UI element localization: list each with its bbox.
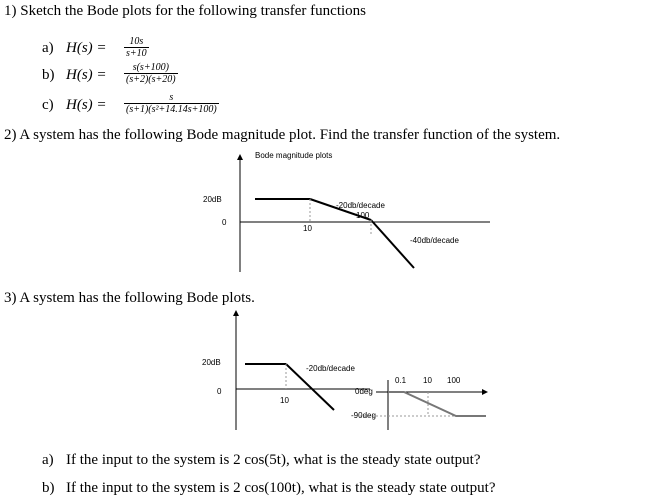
q3-heading: 3) A system has the following Bode plots. <box>4 290 255 306</box>
q2-slope1-label: -20db/decade <box>336 201 385 210</box>
q1a-label: a) <box>42 40 54 56</box>
q3-mag-slope-label: -20db/decade <box>306 364 355 373</box>
q1a-lhs: H(s) = <box>66 40 107 56</box>
q2-x-label-100: 100 <box>356 211 370 220</box>
q1c-numerator: s <box>169 92 174 103</box>
q1b-denominator: (s+2)(s+20) <box>126 74 176 85</box>
q1-heading: 1) Sketch the Bode plots for the following transfer functions <box>4 3 367 19</box>
q3-phase-curve <box>388 392 486 416</box>
q3-phase-x-label-01: 0.1 <box>395 376 407 385</box>
q1b-numerator: s(s+100) <box>132 62 169 73</box>
q3-mag-y-axis-arrow <box>233 310 239 316</box>
q1b-label: b) <box>42 67 55 83</box>
q3b-text: If the input to the system is 2 cos(100t), what is the steady state output? <box>66 480 496 496</box>
q1c-label: c) <box>42 97 54 113</box>
q3-phase-y-label-0deg: 0deg <box>355 387 373 396</box>
q1c-denominator: (s+1)(s²+14.14s+100) <box>126 104 217 115</box>
q1a-numerator: 10s <box>129 36 144 47</box>
q1c-lhs: H(s) = <box>66 97 107 113</box>
q1b-lhs: H(s) = <box>66 67 107 83</box>
q2-y-axis-arrow <box>237 154 243 160</box>
q3-phase-y-label-90deg: -90deg <box>351 411 376 420</box>
q3-mag-y-label-20db: 20dB <box>202 358 221 367</box>
q2-y-label-20db: 20dB <box>203 195 222 204</box>
q3-phase-x-label-100: 100 <box>447 376 461 385</box>
q2-slope2-label: -40db/decade <box>410 236 459 245</box>
q3-phase-x-label-10: 10 <box>423 376 432 385</box>
q3-mag-y-label-0: 0 <box>217 387 222 396</box>
q3-mag-x-label-10: 10 <box>280 396 289 405</box>
q2-plot-title: Bode magnitude plots <box>255 151 333 160</box>
q2-x-label-10: 10 <box>303 224 312 233</box>
q1a-denominator: s+10 <box>126 48 147 59</box>
q3-phase-x-axis-arrow <box>482 389 488 395</box>
q2-slope2-segment <box>371 220 414 268</box>
q3b-label: b) <box>42 480 55 496</box>
q2-heading: 2) A system has the following Bode magnitude plot. Find the transfer function of the system. <box>4 127 561 143</box>
q2-y-label-0: 0 <box>222 218 227 227</box>
q3a-text: If the input to the system is 2 cos(5t), what is the steady state output? <box>66 452 481 468</box>
q3a-label: a) <box>42 452 54 468</box>
